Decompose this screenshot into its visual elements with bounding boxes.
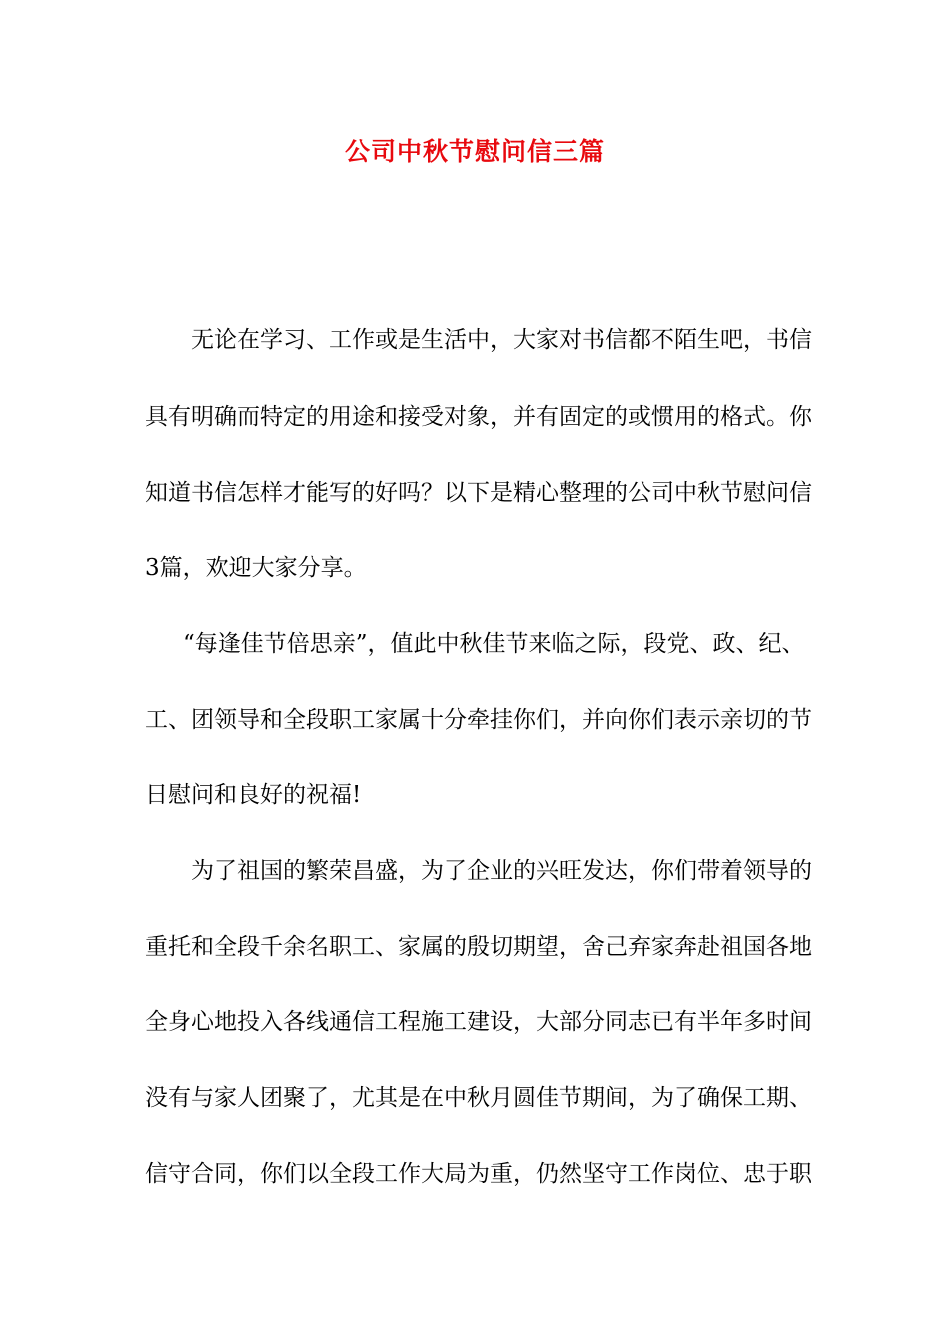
paragraph-2-line-1: “每逢佳节倍思亲”，值此中秋佳节来临之际，段党、政、纪、 [183,631,805,657]
paragraph-3-line-1: 为了祖国的繁荣昌盛，为了企业的兴旺发达，你们带着领导的 [191,858,812,884]
paragraph-1-line-2: 具有明确而特定的用途和接受对象，并有固定的或惯用的格式。你 [145,404,812,430]
paragraph-2-line-2: 工、团领导和全段职工家属十分牵挂你们，并向你们表示亲切的节 [145,707,812,733]
document-title: 公司中秋节慰问信三篇 [344,137,605,166]
paragraph-3-line-3: 全身心地投入各线通信工程施工建设，大部分同志已有半年多时间 [145,1009,812,1035]
paragraph-3-line-2: 重托和全段千余名职工、家属的殷切期望，舍己弃家奔赴祖国各地 [145,934,812,960]
paragraph-1-line-4: 3篇，欢迎大家分享。 [145,555,367,581]
paragraph-2-line-3: 日慰问和良好的祝福! [145,782,362,808]
paragraph-3-line-4: 没有与家人团聚了，尤其是在中秋月圆佳节期间，为了确保工期、 [145,1085,812,1111]
paragraph-3-line-5: 信守合同，你们以全段工作大局为重，仍然坚守工作岗位、忠于职 [145,1161,812,1187]
paragraph-1-line-3: 知道书信怎样才能写的好吗？以下是精心整理的公司中秋节慰问信 [145,480,812,506]
paragraph-1-line-1: 无论在学习、工作或是生活中，大家对书信都不陌生吧，书信 [191,327,812,353]
